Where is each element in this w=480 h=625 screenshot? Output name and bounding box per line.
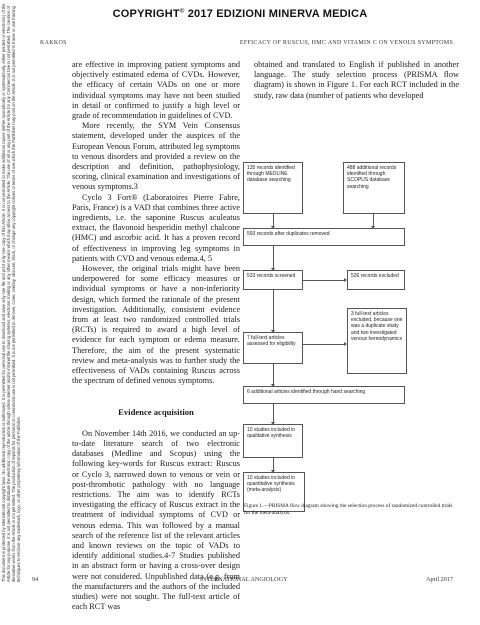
paragraph: Cyclo 3 Fort® (Laboratoires Pierre Fabre, Paris, France) is a VAD that combines three active ingredients, i.e. the saponine Ruscus aculeatus extract, the flavonoid hesperidin methyl chalcone (HMC) and ascorbic acid. It has a proven record of effectiveness in improving leg symptoms in patients with CVD and venous edema.4, 5 bbox=[72, 192, 240, 263]
side-notice-text: This document is protected by international copyright laws. No additional reproduction is authorized. It is permitted for personal use to download and save only one file and print only one copy of this Article. It is not permitted to make additional copies (either sporadically or systematically, either printed or electronic) of the Article for any purpose. It is not permitted to distribute the electronic copy of the article through online internet and/or intranet file sharing systems, electronic mailing or any other means which may allow access to the Article. The use of all or any part of the Article for any Commercial Use is not permitted. The creation of derivative works from the Article is not permitted. The production of reprints for personal or commercial use is not permitted. It is not permitted to remove, cover, overlay, obscure, block, or change any copyright notices or terms of use which the Publisher may post on the Article. It is not permitted to frame or use framing techniques to enclose any trademark, logo, or other proprietary information of the Publisher. bbox=[1, 3, 22, 582]
paragraph: More recently, the SYM Vein Consensus statement, developed under the auspices of the European Venous Forum, attributed leg symptoms to venous disorders and provided a review on the description and definition, pathophysiology, scoring, clinical examination and investigations of venous symptoms.3 bbox=[72, 121, 240, 192]
journal-name: INTERNATIONAL ANGIOLOGY bbox=[200, 576, 288, 583]
prisma-flow-diagram bbox=[243, 162, 468, 492]
paragraph: obtained and translated to English if published in another language. The study selection process (PRISMA flow diagram) is shown in Figure 1. For each RCT included in the study, raw data (number of patients who developed bbox=[254, 60, 459, 100]
arrow bbox=[273, 364, 274, 384]
box-quantitative: 10 studies included in quantitative synthesis (meta-analysis) bbox=[243, 472, 305, 512]
box-fulltext-assessed: 7 full-text articles assessed for eligibility bbox=[243, 332, 303, 364]
arrow bbox=[273, 246, 274, 268]
paragraph: On November 14th 2016, we conducted an up-to-date literature search of two electronic databases (Medline and Scopus) using the following key-words for Ruscus extract: Ruscus or Cyclo 3, narrowed down to venous or vein or post-thrombotic pathology with no language restrictions. The aim was to identify RCTs investigating the efficacy of Ruscus extract in the treatment of individual symptoms of CVD or venous edema. This was followed by a manual search of the reference list of the relevant articles and known reviews on the topic of VADs to identify additional studies.4-7 Studies published in an abstract form or having a cross-over design were not considered. Unpublished data (e.g. from the manufacturers and the authors of the included studies) were not sought. The full-text article of each RCT was bbox=[72, 428, 240, 612]
figure-caption: Figure 1.—PRISMA flow diagram showing the selection process of randomized controlled trials for the meta-analysis. bbox=[244, 503, 453, 516]
box-scopus-records: 488 additional records identified through SCOPUS database searching bbox=[343, 162, 405, 214]
box-qualitative: 10 studies included in qualitative synthesis bbox=[243, 424, 303, 458]
paragraph: are effective in improving patient symptoms and objectively estimated edema of CVDs. However, the efficacy of certain VADs on one or more individual symptoms may have not been studied in detail or confirmed to justify a high level or grade of recommendation in guidelines of CVD. bbox=[72, 60, 240, 121]
copyright-banner bbox=[0, 8, 480, 20]
arrow bbox=[373, 214, 374, 226]
page-number: 94 bbox=[32, 576, 39, 583]
side-copyright-notice bbox=[1, 0, 32, 582]
section-heading: Evidence acquisition bbox=[118, 406, 194, 417]
box-hand-search: 6 additional articles identified through hand searching bbox=[243, 386, 405, 404]
copyright-label: COPYRIGHT bbox=[112, 8, 180, 20]
arrow bbox=[273, 458, 274, 470]
running-head-author: KAKKOS bbox=[40, 40, 67, 46]
copyright-publisher: 2017 EDIZIONI MINERVA MEDICA bbox=[184, 8, 368, 20]
copyright-symbol: © bbox=[179, 8, 185, 15]
running-head-title: EFFICACY OF RUSCUS, HMC AND VITAMIN C ON VENOUS SYMPTOMS bbox=[239, 40, 453, 46]
arrow bbox=[303, 344, 344, 345]
paragraph: However, the original trials might have been underpowered for some efficacy measures or individual symptoms or have a non-inferiority design, which formed the rationale of the present investigation. Additionally, consistent evidence from at least two randomized controlled trials (RCTs) is required to award a high level of evidence for each symptom or edema measure. Therefore, the aim of the present systematic review and meta-analysis was to further study the effectiveness of VADs containing Ruscus across the spectrum of defined venous symptoms. bbox=[72, 264, 240, 386]
box-screened: 533 records screened bbox=[243, 270, 303, 290]
right-column bbox=[254, 60, 459, 101]
box-medline-records: 135 records identified through MEDLINE database searching bbox=[243, 162, 303, 214]
arrow bbox=[273, 404, 274, 422]
box-excluded: 526 records excluded bbox=[347, 270, 405, 290]
issue-date: April 2017 bbox=[426, 576, 453, 583]
box-after-duplicates: 593 records after duplicates removed bbox=[243, 228, 405, 246]
box-fulltext-excluded: 3 full-text articles excluded, because one was a duplicate study and two investigated venous hemodynamics bbox=[347, 308, 407, 374]
arrow bbox=[303, 280, 344, 281]
arrow bbox=[273, 290, 274, 330]
arrow bbox=[273, 214, 274, 226]
left-column bbox=[72, 60, 240, 612]
